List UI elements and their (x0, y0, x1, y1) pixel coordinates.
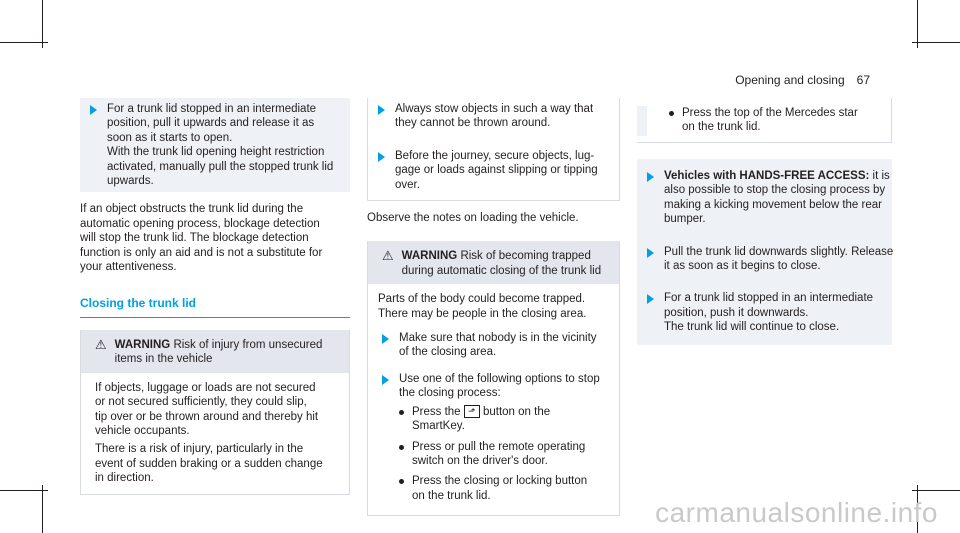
watermark: carmanualsonline.info (655, 497, 938, 528)
bullet-icon (399, 479, 404, 484)
instruction-step: Pull the trunk lid downwards slightly. Release it as soon as it begins to close. (637, 241, 892, 278)
instruction-step: Vehicles with HANDS-FREE ACCESS: it is also possible to stop the closing process by making a kicking movement below the rear bumper. (637, 165, 892, 231)
instruction-step: Before the journey, secure objects, lug- gage or loads against slipping or tipping over. (368, 145, 619, 196)
crop-mark (912, 42, 960, 43)
instruction-step: For a trunk lid stopped in an intermediate position, pull it upwards and release it as soon as it starts to open. With the trunk lid opening height restriction activated, manually pull the stopped trunk lid upwards. (80, 98, 350, 192)
section-heading: Closing the trunk lid (80, 296, 350, 317)
arrow-icon (378, 152, 385, 162)
warning-triangle-icon: ⚠ (382, 248, 394, 264)
arrow-icon (382, 375, 389, 385)
page-number: 67 (856, 73, 870, 87)
crop-mark (0, 42, 48, 43)
bullet-icon (399, 410, 404, 415)
arrow-icon (382, 334, 389, 344)
warning-body: Parts of the body could become trapped. There may be people in the closing area. Make sure that nobody is in the vicinity of the closing area. Use one of the following options to stop the closing process: Press the ⬏ button on the SmartKey. Press or pull the remote operating switch on the driver's door. Press the closing or locking button on the trunk lid. (368, 284, 619, 515)
list-item: Press the top of the Mercedes star on the trunk lid. (637, 106, 891, 136)
section-title: Opening and closing (735, 73, 845, 87)
column-left (80, 98, 350, 495)
arrow-icon (378, 105, 385, 115)
instruction-group (637, 159, 892, 345)
instruction-step: For a trunk lid stopped in an intermediate position, push it downwards. The trunk lid will continue to close. (637, 287, 892, 338)
warning-body: If objects, luggage or loads are not secured or not secured sufficiently, they could slip, tip over or be thrown around and thereby hit vehicle occupants. There is a risk of injury, particularly in the event of sudden braking or a sudden change in direction. (95, 381, 323, 485)
instruction-step: Use one of the following options to stop the closing process: Press the ⬏ button on the SmartKey. Press or pull the remote operating switch on the driver's door. Press the closing or locking button on the trunk lid. (378, 368, 609, 507)
page-header (735, 73, 870, 87)
warning-header: ⚠ WARNING Risk of becoming trapped during automatic closing of the trunk lid (368, 241, 619, 284)
arrow-icon (90, 105, 97, 115)
warning-header: ⚠ WARNING Risk of injury from unsecured items in the vehicle (81, 330, 349, 373)
column-right (637, 98, 892, 345)
arrow-icon (647, 294, 654, 304)
instruction-step: Make sure that nobody is in the vicinity of the closing area. (378, 327, 609, 364)
list-item: Press the closing or locking button on the trunk lid. (399, 474, 600, 503)
warning-triangle-icon: ⚠ (95, 336, 107, 352)
paragraph: Observe the notes on loading the vehicle. (367, 212, 579, 225)
continued-box (637, 98, 892, 143)
crop-mark (0, 490, 48, 491)
crop-mark (42, 485, 43, 533)
column-middle (367, 98, 620, 516)
list-item: Press the ⬏ button on the SmartKey. (399, 405, 600, 434)
instruction-step: Always stow objects in such a way that they cannot be thrown around. (368, 98, 619, 135)
crop-mark (912, 490, 960, 491)
arrow-icon (647, 248, 654, 258)
list-item: Press or pull the remote operating switch on the driver's door. (399, 440, 600, 469)
paragraph: If an object obstructs the trunk lid during the automatic opening process, blockage detection will stop the trunk lid. The blockage detection function is only an aid and is not a substitute for your attentiveness. (80, 203, 323, 274)
crop-mark (42, 0, 43, 48)
trunk-key-icon: ⬏ (464, 405, 480, 418)
continued-box (367, 98, 620, 201)
warning-box (367, 241, 620, 516)
arrow-icon (647, 172, 654, 182)
crop-mark (917, 0, 918, 48)
bullet-icon (669, 111, 674, 116)
heading-rule (80, 317, 350, 318)
warning-box (80, 330, 350, 495)
bullet-icon (399, 445, 404, 450)
